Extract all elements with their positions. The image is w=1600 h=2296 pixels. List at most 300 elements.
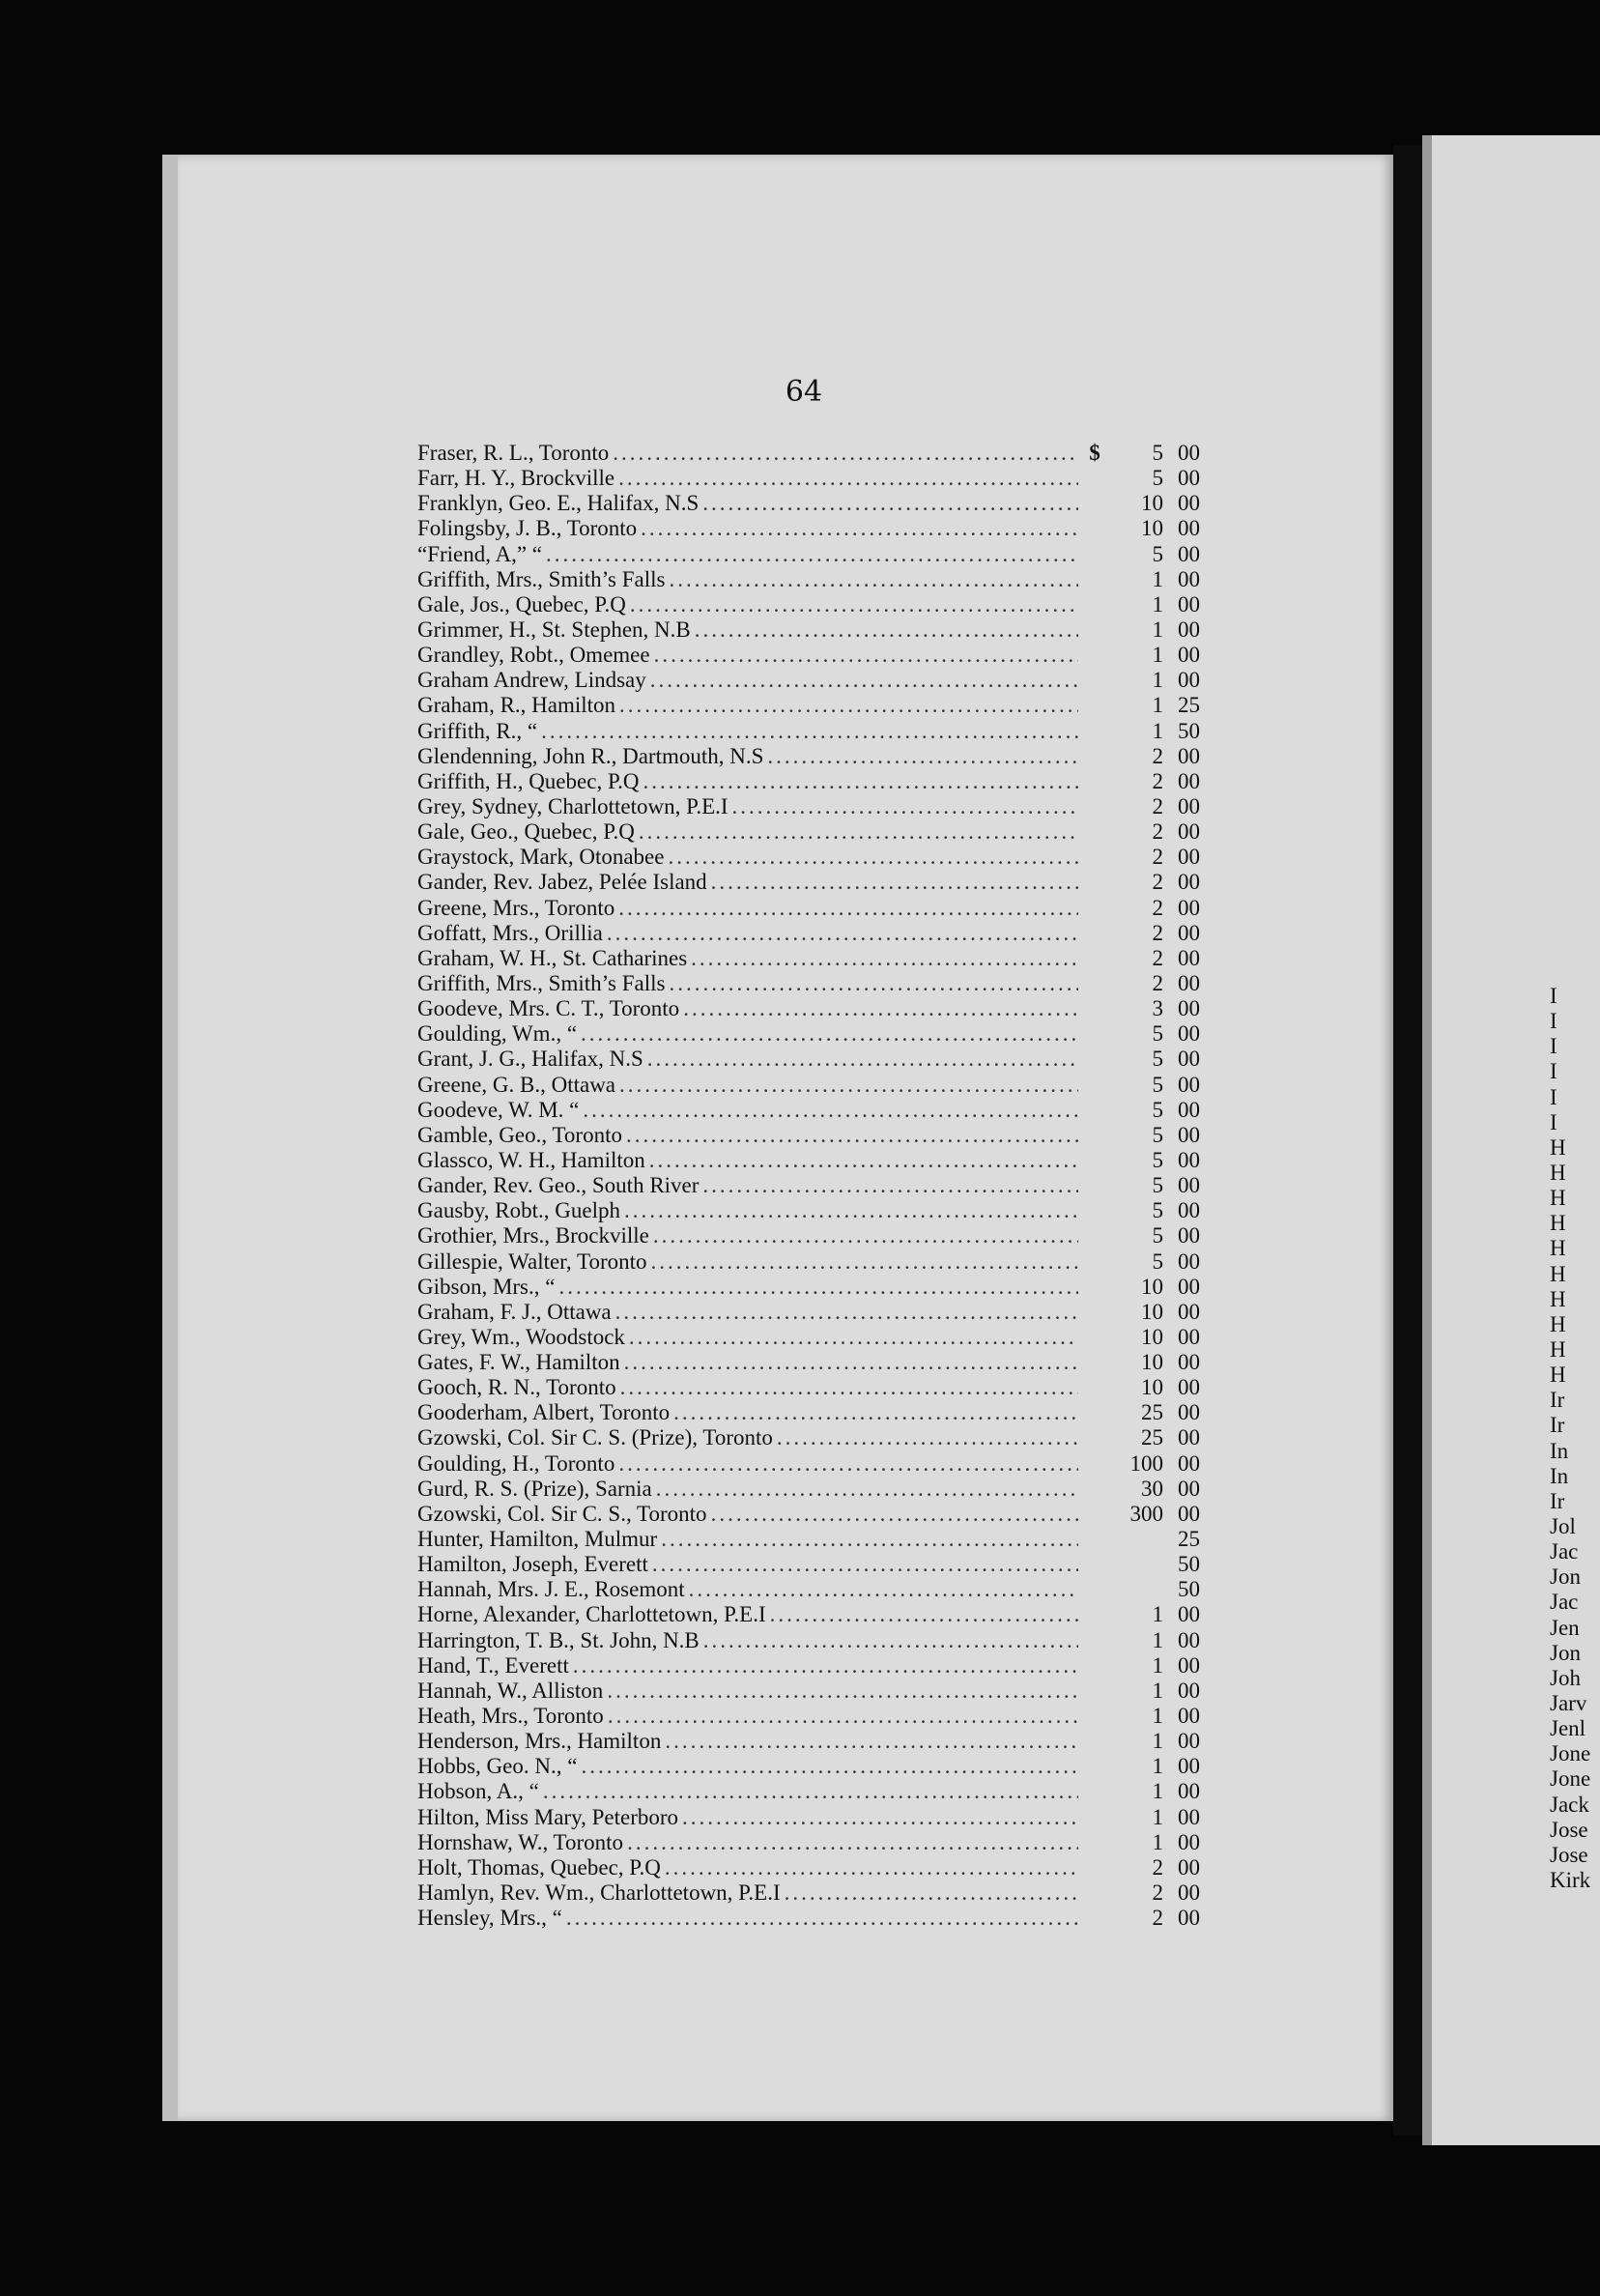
- amount-dollars: 2: [1152, 768, 1163, 793]
- amount-cents: 00: [1178, 1198, 1200, 1223]
- subscriber-name: Griffith, H., Quebec, P.Q: [417, 768, 640, 793]
- subscriber-name: Hannah, Mrs. J. E., Rosemont: [417, 1577, 685, 1602]
- amount-cents: 00: [1178, 1754, 1200, 1779]
- facing-page-fragment: Jose: [1550, 1842, 1588, 1867]
- list-item: [417, 1350, 1200, 1375]
- subscriber-name: Graham, W. H., St. Catharines: [417, 945, 688, 970]
- subscriber-name: Graystock, Mark, Otonabee: [417, 845, 665, 870]
- leader-dots: [613, 441, 1078, 466]
- amount-cents: 00: [1178, 1779, 1200, 1804]
- amount-cents: 00: [1178, 1627, 1200, 1652]
- subscriber-name: “Friend, A,” “: [417, 541, 543, 566]
- amount-cents: 00: [1178, 1350, 1200, 1375]
- amount-cents: 00: [1178, 1450, 1200, 1476]
- list-item: [417, 1098, 1200, 1123]
- list-item: [417, 794, 1200, 819]
- amount-dollars: 1: [1152, 1678, 1163, 1703]
- amount-cents: 00: [1178, 441, 1200, 465]
- amount-dollars: 1: [1152, 1779, 1163, 1804]
- subscriber-name: Farr, H. Y., Brockville: [417, 466, 615, 491]
- list-item: [417, 693, 1200, 718]
- amount-dollars: 2: [1152, 920, 1163, 945]
- list-item: [417, 1198, 1200, 1223]
- list-item: [417, 1552, 1200, 1577]
- subscriber-name: Grant, J. G., Halifax, N.S: [417, 1047, 643, 1072]
- facing-page-fragment: Jone: [1550, 1741, 1591, 1766]
- amount-cents: 00: [1178, 996, 1200, 1021]
- amount-cents: 00: [1178, 1400, 1200, 1425]
- facing-page-fragment: Jon: [1550, 1564, 1581, 1590]
- subscriber-name: Hensley, Mrs., “: [417, 1906, 562, 1931]
- leader-dots: [607, 1679, 1078, 1704]
- leader-dots: [767, 744, 1078, 769]
- amount-dollars: 2: [1152, 970, 1163, 995]
- leader-dots: [732, 794, 1078, 819]
- list-item: [417, 819, 1200, 845]
- amount-dollars: 5: [1152, 1097, 1163, 1122]
- facing-page-fragment: H: [1550, 1363, 1566, 1388]
- amount-dollars: 10: [1141, 1324, 1163, 1349]
- list-item: [417, 1275, 1200, 1300]
- list-item: [417, 617, 1200, 643]
- subscriber-name: Glendenning, John R., Dartmouth, N.S: [417, 743, 764, 768]
- amount-cents: 00: [1178, 1906, 1200, 1931]
- leader-dots: [583, 1098, 1078, 1123]
- leader-dots: [619, 1073, 1078, 1098]
- list-item: [417, 1679, 1200, 1704]
- list-item: [417, 516, 1200, 541]
- list-item: [417, 896, 1200, 921]
- leader-dots: [653, 1223, 1078, 1248]
- amount-cents: 00: [1178, 1880, 1200, 1906]
- leader-dots: [702, 491, 1078, 516]
- subscription-list: [417, 441, 1200, 1931]
- subscriber-name: Gzowski, Col. Sir C. S. (Prize), Toronto: [417, 1425, 773, 1450]
- amount-cents: 00: [1178, 1602, 1200, 1627]
- facing-page-fragment: Ir: [1550, 1413, 1565, 1438]
- list-item: [417, 491, 1200, 516]
- subscriber-name: Griffith, Mrs., Smith’s Falls: [417, 566, 666, 591]
- amount-cents: 00: [1178, 895, 1200, 920]
- leader-dots: [703, 1628, 1078, 1653]
- subscriber-name: Greene, G. B., Ottawa: [417, 1072, 616, 1097]
- amount-cents: 00: [1178, 1248, 1200, 1274]
- amount-cents: 00: [1178, 566, 1200, 591]
- list-item: [417, 1502, 1200, 1527]
- subscriber-name: Goodeve, W. M. “: [417, 1097, 580, 1122]
- leader-dots: [643, 769, 1078, 794]
- facing-page-fragment: H: [1550, 1160, 1566, 1185]
- facing-page-fragment: I: [1550, 1109, 1557, 1134]
- amount-dollars: 5: [1152, 1122, 1163, 1147]
- amount-dollars: 10: [1141, 1350, 1163, 1375]
- facing-page-fragment: Jose: [1550, 1817, 1588, 1842]
- amount-cents: 00: [1178, 1804, 1200, 1829]
- amount-dollars: 2: [1152, 895, 1163, 920]
- list-item: [417, 1830, 1200, 1855]
- leader-dots: [626, 1123, 1078, 1148]
- subscriber-name: Graham, R., Hamilton: [417, 693, 616, 718]
- amount-dollars: 5: [1152, 541, 1163, 566]
- list-item: [417, 845, 1200, 870]
- facing-page-fragment: H: [1550, 1236, 1566, 1261]
- amount-cents: 50: [1178, 718, 1200, 743]
- list-item: [417, 1729, 1200, 1754]
- list-item: [417, 1477, 1200, 1502]
- amount-dollars: 5: [1152, 1072, 1163, 1097]
- book-gutter: [1393, 145, 1422, 2136]
- facing-page-fragment: Joh: [1550, 1665, 1581, 1690]
- facing-page-fragment: Jarv: [1550, 1690, 1587, 1715]
- leader-dots: [618, 1451, 1078, 1477]
- leader-dots: [618, 896, 1078, 921]
- amount-cents: 00: [1178, 466, 1200, 491]
- amount-dollars: 1: [1152, 668, 1163, 693]
- subscriber-name: Hand, T., Everett: [417, 1652, 569, 1678]
- leader-dots: [652, 1552, 1078, 1577]
- facing-page-text-fragments: [1550, 984, 1600, 1893]
- list-item: [417, 946, 1200, 971]
- leader-dots: [581, 1021, 1078, 1047]
- amount-dollars: 10: [1141, 491, 1163, 516]
- facing-page-fragment: H: [1550, 1311, 1566, 1336]
- amount-dollars: 5: [1152, 1248, 1163, 1274]
- leader-dots: [770, 1602, 1078, 1627]
- amount-cents: 00: [1178, 1047, 1200, 1072]
- subscriber-name: Grandley, Robt., Omemee: [417, 643, 650, 668]
- facing-page-fragment: H: [1550, 1134, 1566, 1160]
- list-item: [417, 643, 1200, 668]
- list-item: [417, 1021, 1200, 1047]
- subscriber-name: Hilton, Miss Mary, Peterboro: [417, 1804, 679, 1829]
- amount-dollars: 2: [1152, 1880, 1163, 1906]
- leader-dots: [543, 1779, 1078, 1804]
- amount-cents: 00: [1178, 793, 1200, 818]
- leader-dots: [619, 693, 1078, 718]
- facing-page-fragment: Jen: [1550, 1615, 1580, 1640]
- leader-dots: [546, 542, 1078, 567]
- leader-dots: [669, 567, 1078, 592]
- leader-dots: [629, 1325, 1078, 1350]
- amount-dollars: 10: [1141, 516, 1163, 541]
- subscriber-name: Goulding, H., Toronto: [417, 1450, 615, 1476]
- amount-dollars: 2: [1152, 870, 1163, 895]
- list-item: [417, 1754, 1200, 1779]
- subscriber-name: Graham, F. J., Ottawa: [417, 1299, 612, 1324]
- facing-page-fragment: H: [1550, 1186, 1566, 1211]
- amount-cents: 00: [1178, 845, 1200, 870]
- list-item: [417, 668, 1200, 693]
- leader-dots: [581, 1754, 1078, 1779]
- leader-dots: [661, 1527, 1078, 1552]
- subscriber-name: Gibson, Mrs., “: [417, 1274, 556, 1299]
- facing-page-fragment: I: [1550, 984, 1557, 1008]
- leader-dots: [651, 1249, 1078, 1275]
- amount-cents: 00: [1178, 768, 1200, 793]
- amount-cents: 00: [1178, 870, 1200, 895]
- facing-page-fragment: H: [1550, 1211, 1566, 1236]
- list-item: [417, 1400, 1200, 1425]
- amount-cents: 00: [1178, 1021, 1200, 1047]
- list-item: [417, 1375, 1200, 1400]
- amount-cents: 00: [1178, 1122, 1200, 1147]
- list-item: [417, 1779, 1200, 1804]
- amount-cents: 00: [1178, 1652, 1200, 1678]
- leader-dots: [650, 668, 1078, 693]
- list-item: [417, 1906, 1200, 1931]
- leader-dots: [695, 617, 1078, 643]
- list-item: [417, 1173, 1200, 1198]
- leader-dots: [607, 921, 1078, 946]
- amount-dollars: 5: [1152, 1147, 1163, 1172]
- amount-dollars: 1: [1152, 693, 1163, 718]
- amount-cents: 00: [1178, 1729, 1200, 1754]
- amount-cents: 00: [1178, 1147, 1200, 1172]
- leader-dots: [630, 592, 1078, 617]
- amount-dollars: 1: [1152, 617, 1163, 642]
- subscriber-name: Griffith, Mrs., Smith’s Falls: [417, 970, 666, 995]
- amount-cents: 00: [1178, 617, 1200, 642]
- facing-page-fragment: I: [1550, 1034, 1557, 1059]
- facing-page-fragment: H: [1550, 1261, 1566, 1286]
- leader-dots: [615, 1300, 1078, 1325]
- amount-dollars: 1: [1152, 1804, 1163, 1829]
- subscriber-name: Horne, Alexander, Charlottetown, P.E.I: [417, 1602, 766, 1627]
- leader-dots: [665, 1729, 1078, 1754]
- amount-dollars: 25: [1141, 1425, 1163, 1450]
- amount-dollars: 1: [1152, 1652, 1163, 1678]
- amount-cents: 00: [1178, 945, 1200, 970]
- amount-cents: 00: [1178, 1704, 1200, 1729]
- subscriber-name: Gander, Rev. Jabez, Pelée Island: [417, 870, 707, 895]
- subscriber-name: Greene, Mrs., Toronto: [417, 895, 615, 920]
- list-item: [417, 567, 1200, 592]
- subscriber-name: Hunter, Hamilton, Mulmur: [417, 1527, 658, 1552]
- list-item: [417, 921, 1200, 946]
- amount-dollars: 5: [1152, 1021, 1163, 1047]
- amount-cents: 00: [1178, 1097, 1200, 1122]
- amount-cents: 00: [1178, 970, 1200, 995]
- amount-cents: 00: [1178, 1501, 1200, 1526]
- list-item: [417, 1628, 1200, 1653]
- leader-dots: [641, 516, 1078, 541]
- facing-page-fragment: Jac: [1550, 1590, 1579, 1615]
- facing-page-fragment: H: [1550, 1286, 1566, 1311]
- subscriber-name: Hamilton, Joseph, Everett: [417, 1552, 648, 1577]
- facing-page-fragment: Jac: [1550, 1539, 1579, 1564]
- amount-cents: 50: [1178, 1552, 1200, 1577]
- leader-dots: [624, 1350, 1078, 1375]
- subscriber-name: Goodeve, Mrs. C. T., Toronto: [417, 996, 680, 1021]
- amount-cents: 25: [1178, 1527, 1200, 1552]
- leader-dots: [566, 1906, 1078, 1931]
- amount-cents: 00: [1178, 920, 1200, 945]
- leader-dots: [654, 643, 1078, 668]
- list-item: [417, 1577, 1200, 1602]
- amount-dollars: 2: [1152, 819, 1163, 845]
- list-item: [417, 744, 1200, 769]
- list-item: [417, 542, 1200, 567]
- leader-dots: [639, 819, 1078, 845]
- subscriber-name: Fraser, R. L., Toronto: [417, 441, 610, 465]
- leader-dots: [665, 1855, 1078, 1880]
- list-item: [417, 1300, 1200, 1325]
- amount-cents: 00: [1178, 668, 1200, 693]
- facing-page-fragment: Jone: [1550, 1766, 1591, 1792]
- leader-dots: [627, 1830, 1078, 1855]
- amount-dollars: 5: [1152, 441, 1163, 465]
- amount-cents: 00: [1178, 1274, 1200, 1299]
- amount-dollars: 1: [1152, 718, 1163, 743]
- subscriber-name: Goffatt, Mrs., Orillia: [417, 920, 603, 945]
- leader-dots: [777, 1425, 1078, 1450]
- subscriber-name: Grothier, Mrs., Brockville: [417, 1223, 649, 1248]
- facing-page-fragment: In: [1550, 1463, 1569, 1488]
- subscriber-name: Gates, F. W., Hamilton: [417, 1350, 620, 1375]
- subscriber-name: Hobbs, Geo. N., “: [417, 1754, 578, 1779]
- amount-dollars: 300: [1129, 1501, 1163, 1526]
- subscriber-name: Gamble, Geo., Toronto: [417, 1122, 622, 1147]
- leader-dots: [541, 719, 1078, 744]
- subscriber-name: Gooderham, Albert, Toronto: [417, 1400, 671, 1425]
- list-item: [417, 1148, 1200, 1173]
- leader-dots: [608, 1704, 1078, 1729]
- leader-dots: [573, 1653, 1078, 1679]
- list-item: [417, 1425, 1200, 1450]
- amount-dollars: 10: [1141, 1274, 1163, 1299]
- amount-dollars: 1: [1152, 643, 1163, 668]
- amount-cents: 00: [1178, 1072, 1200, 1097]
- subscriber-name: Goulding, Wm., “: [417, 1021, 578, 1047]
- list-item: [417, 1855, 1200, 1880]
- amount-cents: 00: [1178, 1476, 1200, 1501]
- amount-dollars: 5: [1152, 1173, 1163, 1198]
- subscriber-name: Henderson, Mrs., Hamilton: [417, 1729, 662, 1754]
- amount-dollars: 1: [1152, 1829, 1163, 1854]
- leader-dots: [668, 845, 1078, 870]
- subscriber-name: Graham Andrew, Lindsay: [417, 668, 646, 693]
- amount-dollars: 100: [1129, 1450, 1163, 1476]
- amount-dollars: 1: [1152, 1627, 1163, 1652]
- amount-cents: 00: [1178, 541, 1200, 566]
- amount-dollars: 5: [1152, 1047, 1163, 1072]
- subscriber-name: Heath, Mrs., Toronto: [417, 1704, 604, 1729]
- amount-cents: 00: [1178, 1375, 1200, 1400]
- facing-page-fragment: Ir: [1550, 1388, 1565, 1413]
- leader-dots: [558, 1275, 1078, 1300]
- leader-dots: [656, 1477, 1078, 1502]
- subscriber-name: Grey, Wm., Woodstock: [417, 1324, 625, 1349]
- amount-cents: 00: [1178, 1173, 1200, 1198]
- list-item: [417, 592, 1200, 617]
- subscriber-name: Gale, Geo., Quebec, P.Q: [417, 819, 635, 845]
- facing-page-fragment: Ir: [1550, 1488, 1565, 1513]
- leader-dots: [618, 466, 1078, 491]
- amount-dollars: 2: [1152, 1906, 1163, 1931]
- amount-dollars: 10: [1141, 1375, 1163, 1400]
- subscriber-name: Hornshaw, W., Toronto: [417, 1829, 624, 1854]
- list-item: [417, 1704, 1200, 1729]
- amount-dollars: 5: [1152, 466, 1163, 491]
- leader-dots: [683, 996, 1078, 1021]
- amount-dollars: 1: [1152, 1704, 1163, 1729]
- subscriber-name: Gooch, R. N., Toronto: [417, 1375, 616, 1400]
- amount-cents: 00: [1178, 1425, 1200, 1450]
- amount-cents: 00: [1178, 743, 1200, 768]
- facing-page-fragment: I: [1550, 1059, 1557, 1084]
- subscriber-name: Gzowski, Col. Sir C. S., Toronto: [417, 1501, 707, 1526]
- amount-cents: 00: [1178, 1299, 1200, 1324]
- leader-dots: [649, 1148, 1078, 1173]
- list-item: [417, 1602, 1200, 1627]
- amount-cents: 00: [1178, 491, 1200, 516]
- subscriber-name: Franklyn, Geo. E., Halifax, N.S: [417, 491, 700, 516]
- list-item: [417, 870, 1200, 895]
- amount-dollars: 30: [1141, 1476, 1163, 1501]
- facing-page-fragment: Jol: [1550, 1513, 1576, 1538]
- list-item: [417, 466, 1200, 491]
- subscriber-name: Folingsby, J. B., Toronto: [417, 516, 638, 541]
- subscriber-name: Grey, Sydney, Charlottetown, P.E.I: [417, 793, 729, 818]
- amount-cents: 00: [1178, 1854, 1200, 1880]
- amount-dollars: 1: [1152, 1754, 1163, 1779]
- list-item: [417, 1880, 1200, 1906]
- amount-dollars: 5: [1152, 1223, 1163, 1248]
- list-item: [417, 1527, 1200, 1552]
- facing-page-fragment: Kirk: [1550, 1867, 1591, 1892]
- subscriber-name: Gausby, Robt., Guelph: [417, 1198, 620, 1223]
- facing-page-fragment: In: [1550, 1438, 1569, 1463]
- amount-dollars: 1: [1152, 566, 1163, 591]
- subscriber-name: Glassco, W. H., Hamilton: [417, 1147, 645, 1172]
- subscriber-name: Gale, Jos., Quebec, P.Q: [417, 591, 626, 617]
- leader-dots: [785, 1880, 1078, 1906]
- facing-page-fragment: Jon: [1550, 1640, 1581, 1665]
- amount-dollars: 5: [1152, 1198, 1163, 1223]
- leader-dots: [691, 946, 1078, 971]
- amount-dollars: 3: [1152, 996, 1163, 1021]
- amount-cents: 00: [1178, 1324, 1200, 1349]
- leader-dots: [711, 870, 1078, 895]
- list-item: [417, 1653, 1200, 1679]
- facing-page-fragment: Jenl: [1550, 1716, 1586, 1741]
- leader-dots: [624, 1198, 1078, 1223]
- amount-dollars: 2: [1152, 743, 1163, 768]
- subscriber-name: Harrington, T. B., St. John, N.B: [417, 1627, 700, 1652]
- amount-dollars: 10: [1141, 1299, 1163, 1324]
- list-item: [417, 1249, 1200, 1275]
- subscriber-name: Hobson, A., “: [417, 1779, 539, 1804]
- subscriber-name: Hamlyn, Rev. Wm., Charlottetown, P.E.I: [417, 1880, 781, 1906]
- facing-page-fragment: I: [1550, 1009, 1557, 1034]
- amount-dollars: 2: [1152, 945, 1163, 970]
- amount-dollars: 1: [1152, 1602, 1163, 1627]
- amount-cents: 00: [1178, 1829, 1200, 1854]
- amount-dollars: 2: [1152, 793, 1163, 818]
- leader-dots: [711, 1502, 1078, 1527]
- subscriber-name: Gander, Rev. Geo., South River: [417, 1173, 700, 1198]
- leader-dots: [702, 1173, 1078, 1198]
- currency-symbol: $: [1089, 441, 1100, 465]
- facing-page-fragment: Jack: [1550, 1792, 1589, 1817]
- page-number: 64: [785, 375, 823, 409]
- amount-cents: 00: [1178, 591, 1200, 617]
- leader-dots: [620, 1375, 1078, 1400]
- subscriber-name: Holt, Thomas, Quebec, P.Q: [417, 1854, 661, 1880]
- subscriber-name: Gillespie, Walter, Toronto: [417, 1248, 647, 1274]
- subscriber-name: Hannah, W., Alliston: [417, 1678, 604, 1703]
- leader-dots: [673, 1400, 1078, 1425]
